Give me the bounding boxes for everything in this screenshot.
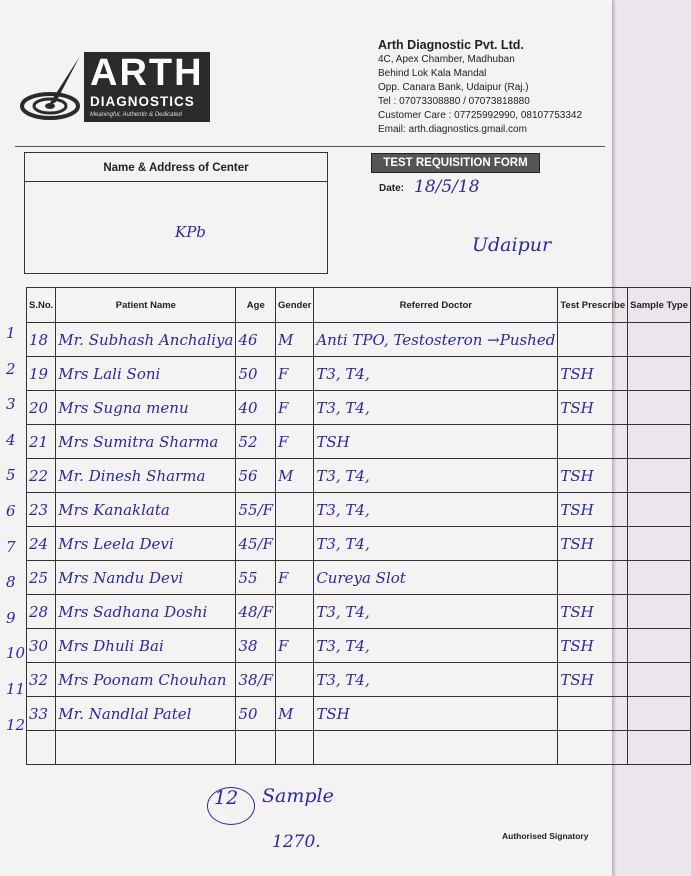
cell-doctor: Cureya Slot (314, 561, 558, 595)
cell-age: 50 (236, 357, 276, 391)
cell-sample (628, 561, 691, 595)
cell-test: TSH (558, 595, 628, 629)
cell-sno: 23 (27, 493, 56, 527)
cell-doctor: T3, T4, (314, 459, 558, 493)
margin-row-number: 9 (6, 608, 16, 627)
cell-age: 46 (236, 323, 276, 357)
table-row (27, 629, 691, 663)
cell-sno: 24 (27, 527, 56, 561)
cell-sno: 30 (27, 629, 56, 663)
margin-row-number: 6 (6, 502, 16, 520)
margin-row-number: 10 (6, 644, 26, 663)
cell-test: TSH (558, 459, 628, 493)
cell-sno: 21 (27, 425, 56, 459)
cell-sample (628, 391, 691, 425)
table-row (27, 391, 691, 425)
cell-doctor: T3, T4, (314, 493, 558, 527)
center-heading: Name & Address of Center (25, 153, 327, 182)
cell-test (558, 425, 628, 459)
center-value: KPb (175, 223, 206, 241)
logo-tagline: Meaningful, Authentic & Dedicated (90, 112, 182, 118)
cell-name: Mrs Kanaklata (56, 493, 236, 527)
cell-age: 38/F (236, 663, 276, 697)
company-address (378, 37, 582, 137)
phone-line: Tel : 07073308880 / 07073818880 (378, 96, 530, 107)
cell-gender: F (276, 357, 314, 391)
arth-logo (20, 52, 220, 128)
table-row (27, 663, 691, 697)
cell-name: Mrs Sugna menu (56, 391, 236, 425)
cell-test: TSH (558, 629, 628, 663)
customer-care-line: Customer Care : 07725992990, 08107753342 (378, 110, 583, 121)
cell-sample (628, 595, 691, 629)
cell-test (558, 731, 628, 765)
cell-name: Mr. Dinesh Sharma (56, 459, 236, 493)
table-row (27, 697, 691, 731)
cell-gender: F (276, 425, 314, 459)
city-handwritten: Udaipur (472, 234, 552, 256)
cell-sample (628, 697, 691, 731)
cell-name: Mrs Leela Devi (56, 527, 236, 561)
logo-wordmark (84, 52, 210, 122)
cell-gender (276, 663, 314, 697)
address-line: 4C, Apex Chamber, Madhuban (378, 54, 515, 65)
cell-gender: M (276, 323, 314, 357)
date-label: Date: (379, 183, 405, 194)
authorised-signatory: Authorised Signatory (502, 831, 589, 841)
cell-age: 55/F (236, 493, 276, 527)
cell-test: TSH (558, 527, 628, 561)
cell-age: 40 (236, 391, 276, 425)
cell-doctor: T3, T4, (314, 391, 558, 425)
margin-row-number: 8 (6, 573, 16, 592)
cell-test (558, 697, 628, 731)
col-header-age: Age (236, 288, 276, 323)
count-value: 12 (214, 787, 239, 809)
address-line: Behind Lok Kala Mandal (378, 68, 487, 79)
margin-row-number: 11 (6, 680, 26, 698)
table-row (27, 459, 691, 493)
cell-sno: 25 (27, 561, 56, 595)
table-row (27, 425, 691, 459)
cell-gender (276, 595, 314, 629)
table-row (27, 595, 691, 629)
logo-word: ARTH (90, 52, 204, 94)
cell-name: Mrs Nandu Devi (56, 561, 236, 595)
margin-row-number: 7 (6, 537, 16, 556)
header-divider (15, 146, 605, 147)
col-header-doctor: Referred Doctor (314, 288, 558, 323)
cell-name: Mrs Sumitra Sharma (56, 425, 236, 459)
cell-sample (628, 527, 691, 561)
cell-test: TSH (558, 663, 628, 697)
cell-sno: 32 (27, 663, 56, 697)
cell-age (236, 731, 276, 765)
cell-age: 52 (236, 425, 276, 459)
cell-name: Mrs Poonam Chouhan (56, 663, 236, 697)
count-label: Sample (262, 785, 334, 807)
cell-sample (628, 663, 691, 697)
cell-gender: F (276, 391, 314, 425)
margin-row-number: 12 (6, 715, 26, 734)
cell-age: 45/F (236, 527, 276, 561)
table-row (27, 731, 691, 765)
form-title: TEST REQUISITION FORM (371, 153, 540, 173)
table-row (27, 493, 691, 527)
cell-doctor: TSH (314, 425, 558, 459)
patient-table (26, 287, 691, 765)
cell-gender: F (276, 561, 314, 595)
cell-name (56, 731, 236, 765)
cell-doctor (314, 731, 558, 765)
cell-doctor: T3, T4, (314, 629, 558, 663)
cell-gender (276, 731, 314, 765)
company-name: Arth Diagnostic Pvt. Ltd. (378, 38, 524, 52)
cell-test: TSH (558, 493, 628, 527)
cell-sno: 18 (27, 323, 56, 357)
date-value: 18/5/18 (414, 177, 480, 197)
cell-sno: 22 (27, 459, 56, 493)
cell-age: 38 (236, 629, 276, 663)
cell-sno (27, 731, 56, 765)
margin-row-number: 1 (6, 324, 16, 342)
cell-sno: 19 (27, 357, 56, 391)
cell-gender: F (276, 629, 314, 663)
cell-sample (628, 323, 691, 357)
table-row (27, 357, 691, 391)
cell-gender: M (276, 459, 314, 493)
col-header-sno: S.No. (27, 288, 56, 323)
margin-row-number: 3 (6, 395, 16, 414)
cell-gender (276, 493, 314, 527)
logo-sub: DIAGNOSTICS (90, 94, 195, 109)
target-pen-icon (20, 52, 84, 128)
cell-doctor: T3, T4, (314, 663, 558, 697)
cell-name: Mrs Lali Soni (56, 357, 236, 391)
cell-gender (276, 527, 314, 561)
cell-doctor: TSH (314, 697, 558, 731)
table-row (27, 323, 691, 357)
col-header-sample: Sample Type (628, 288, 691, 323)
cell-gender: M (276, 697, 314, 731)
margin-row-number: 5 (6, 466, 16, 485)
margin-row-number: 2 (6, 359, 16, 378)
cell-sample (628, 493, 691, 527)
cell-sample (628, 459, 691, 493)
cell-sno: 20 (27, 391, 56, 425)
col-header-patient: Patient Name (56, 288, 236, 323)
sample-count (214, 785, 334, 809)
cell-sample (628, 731, 691, 765)
amount-value: 1270. (272, 832, 321, 852)
cell-sno: 33 (27, 697, 56, 731)
cell-sno: 28 (27, 595, 56, 629)
table-row (27, 561, 691, 595)
cell-test: TSH (558, 391, 628, 425)
table-header-row (27, 288, 691, 323)
margin-row-number: 4 (6, 430, 16, 449)
cell-sample (628, 357, 691, 391)
cell-doctor: Anti TPO, Testosteron →Pushed (314, 323, 558, 357)
cell-doctor: T3, T4, (314, 527, 558, 561)
cell-age: 50 (236, 697, 276, 731)
cell-test (558, 323, 628, 357)
cell-name: Mrs Dhuli Bai (56, 629, 236, 663)
table-row (27, 527, 691, 561)
col-header-test: Test Prescribe (558, 288, 628, 323)
cell-age: 55 (236, 561, 276, 595)
cell-age: 48/F (236, 595, 276, 629)
col-header-gender: Gender (276, 288, 314, 323)
cell-name: Mr. Nandlal Patel (56, 697, 236, 731)
cell-name: Mr. Subhash Anchaliya (56, 323, 236, 357)
cell-age: 56 (236, 459, 276, 493)
address-line: Opp. Canara Bank, Udaipur (Raj.) (378, 82, 529, 93)
cell-doctor: T3, T4, (314, 357, 558, 391)
center-address-box (24, 152, 328, 274)
email-line: Email: arth.diagnostics.gmail.com (378, 124, 527, 135)
cell-name: Mrs Sadhana Doshi (56, 595, 236, 629)
cell-sample (628, 629, 691, 663)
cell-doctor: T3, T4, (314, 595, 558, 629)
cell-test: TSH (558, 357, 628, 391)
cell-sample (628, 425, 691, 459)
cell-test (558, 561, 628, 595)
